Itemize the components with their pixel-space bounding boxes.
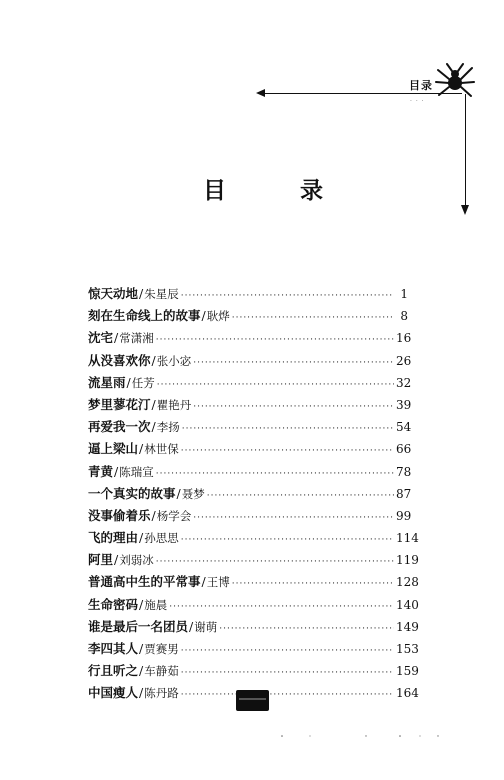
toc-entry[interactable] <box>88 373 412 395</box>
toc-entry-leader <box>181 446 394 456</box>
page-title-char-1: 目 <box>203 177 226 204</box>
toc-entry[interactable] <box>88 617 419 639</box>
book-icon <box>236 690 269 711</box>
toc-entry-title: 梦里蓼花汀 <box>88 396 151 412</box>
toc-entry-page: 114 <box>396 531 419 546</box>
running-header-label: 目录 <box>409 79 433 92</box>
toc-entry-title: 谁是最后一名团员 <box>88 618 189 634</box>
toc-entry-page: 1 <box>400 287 408 301</box>
toc-entry-separator: / <box>139 685 144 701</box>
toc-entry-title: 刻在生命线上的故事 <box>88 308 201 324</box>
toc-entry-page: 39 <box>396 397 412 412</box>
toc-entry-separator: / <box>139 530 144 546</box>
toc-entry-separator: / <box>201 574 206 590</box>
toc-entry-page: 54 <box>396 420 412 435</box>
toc-entry-leader <box>181 668 394 678</box>
toc-entry-title: 中国瘦人 <box>88 685 139 701</box>
toc-entry-author: 贾赛男 <box>144 642 179 656</box>
toc-entry-page: 159 <box>396 664 419 679</box>
toc-entry-page: 140 <box>396 597 419 612</box>
toc-entry[interactable] <box>88 550 419 572</box>
table-of-contents <box>88 284 419 706</box>
toc-entry-author: 刘弱冰 <box>119 553 154 568</box>
toc-entry-separator: / <box>151 507 156 523</box>
toc-entry-page: 78 <box>396 464 412 479</box>
toc-entry-separator: / <box>139 641 144 656</box>
toc-entry-separator: / <box>176 485 181 501</box>
toc-entry-author: 任芳 <box>131 375 155 390</box>
toc-entry-leader <box>182 424 394 434</box>
toc-entry-leader <box>219 624 394 634</box>
toc-entry-separator: / <box>151 419 156 435</box>
toc-entry-separator: / <box>139 441 144 457</box>
toc-entry-separator: / <box>114 463 119 479</box>
toc-entry-separator: / <box>139 596 144 612</box>
toc-entry-title: 没事偷着乐 <box>88 507 151 523</box>
toc-entry-separator: / <box>114 330 119 346</box>
page-title <box>203 172 323 205</box>
toc-entry-title: 阿里 <box>88 552 114 568</box>
toc-entry[interactable] <box>88 506 412 528</box>
toc-entry-separator: / <box>139 286 144 301</box>
toc-entry-author: 瞿艳丹 <box>156 397 192 412</box>
toc-entry-author: 林世保 <box>144 442 179 457</box>
toc-entry-leader <box>156 469 394 479</box>
toc-entry-separator: / <box>126 374 131 390</box>
toc-entry-leader <box>181 690 394 700</box>
toc-entry-title: 再爱我一次 <box>88 419 151 435</box>
toc-entry-author: 施晨 <box>144 597 168 612</box>
header-small-text: · · · <box>410 98 425 105</box>
toc-entry-author: 陈瑞宣 <box>119 464 154 479</box>
toc-entry-author: 朱星辰 <box>144 287 179 301</box>
toc-entry-leader <box>156 335 394 345</box>
toc-entry-author: 王博 <box>206 575 230 590</box>
toc-entry[interactable] <box>88 484 412 506</box>
toc-entry-leader <box>193 513 394 523</box>
toc-entry[interactable] <box>88 462 412 484</box>
toc-entry-page: 99 <box>396 508 412 523</box>
toc-entry-title: 普通高中生的平常事 <box>88 574 201 590</box>
toc-entry-leader <box>169 602 394 612</box>
toc-entry-leader <box>157 380 394 390</box>
toc-entry-title: 青黄 <box>88 463 114 479</box>
toc-entry-title: 生命密码 <box>88 596 139 612</box>
toc-entry-leader <box>181 535 394 545</box>
toc-entry-title: 飞的理由 <box>88 530 139 546</box>
toc-entry-page: 119 <box>396 553 419 568</box>
toc-entry[interactable] <box>88 395 412 417</box>
toc-entry-title: 行且听之 <box>88 663 139 679</box>
toc-entry-separator: / <box>151 396 156 412</box>
toc-entry-title: 惊天动地 <box>88 286 139 301</box>
toc-entry-author: 常潇湘 <box>119 331 154 346</box>
toc-entry-page: 128 <box>396 575 419 590</box>
toc-entry-title: 流星雨 <box>88 374 126 390</box>
toc-entry-author: 杨学会 <box>156 508 192 523</box>
toc-entry-title: 从没喜欢你 <box>88 352 151 368</box>
toc-entry-author: 张小宓 <box>156 353 192 368</box>
toc-entry-separator: / <box>139 663 144 679</box>
toc-entry[interactable] <box>88 639 419 661</box>
header-rule-arrow-icon <box>256 89 265 97</box>
toc-entry-leader <box>207 491 394 501</box>
side-rule-arrow-icon <box>461 205 469 215</box>
header-rule <box>262 93 462 94</box>
toc-entry-author: 耿烨 <box>206 309 230 324</box>
toc-entry-page: 87 <box>396 486 412 501</box>
toc-entry-author: 聂梦 <box>181 486 205 501</box>
toc-entry-separator: / <box>201 308 206 324</box>
toc-entry-page: 149 <box>396 619 419 634</box>
spider-emblem-icon <box>435 62 475 102</box>
toc-entry-page: 16 <box>396 331 412 346</box>
toc-entry-author: 陈丹路 <box>144 686 179 701</box>
toc-entry-separator: / <box>151 352 156 368</box>
toc-entry[interactable] <box>88 417 412 439</box>
toc-entry[interactable] <box>88 528 419 550</box>
toc-entry-page: 164 <box>396 686 419 701</box>
toc-entry-page: 8 <box>400 309 408 324</box>
toc-entry[interactable] <box>88 439 412 461</box>
toc-entry-author: 李扬 <box>156 420 180 435</box>
toc-entry-leader <box>232 579 394 589</box>
toc-entry-separator: / <box>114 552 119 568</box>
toc-entry-title: 李四其人 <box>88 641 139 656</box>
toc-entry-leader <box>156 557 394 567</box>
toc-entry-leader <box>193 402 394 412</box>
toc-entry[interactable] <box>88 328 412 350</box>
toc-entry[interactable] <box>88 661 419 683</box>
toc-entry[interactable] <box>88 284 408 306</box>
toc-entry-title: 沈宅 <box>88 330 114 346</box>
side-rule <box>465 94 466 206</box>
toc-entry-title: 逼上梁山 <box>88 441 139 457</box>
toc-entry[interactable] <box>88 306 408 328</box>
toc-entry[interactable] <box>88 595 419 617</box>
toc-entry-title: 一个真实的故事 <box>88 485 176 501</box>
toc-entry-author: 车静茹 <box>144 664 179 679</box>
toc-entry-author: 孙思思 <box>144 531 179 546</box>
toc-entry-leader <box>181 291 394 301</box>
toc-entry-page: 32 <box>396 375 412 390</box>
toc-entry-separator: / <box>189 618 194 634</box>
toc-entry[interactable] <box>88 572 419 594</box>
toc-entry-author: 谢萌 <box>194 619 218 634</box>
toc-entry-page: 66 <box>396 442 412 457</box>
toc-entry-leader <box>232 313 394 323</box>
toc-entry-leader <box>181 646 394 656</box>
toc-entry-leader <box>193 358 394 368</box>
page-title-char-2: 录 <box>300 177 323 204</box>
toc-entry-page: 26 <box>396 353 412 368</box>
toc-entry-page: 153 <box>396 642 419 656</box>
toc-entry[interactable] <box>88 351 412 373</box>
footer-specks <box>270 733 450 739</box>
